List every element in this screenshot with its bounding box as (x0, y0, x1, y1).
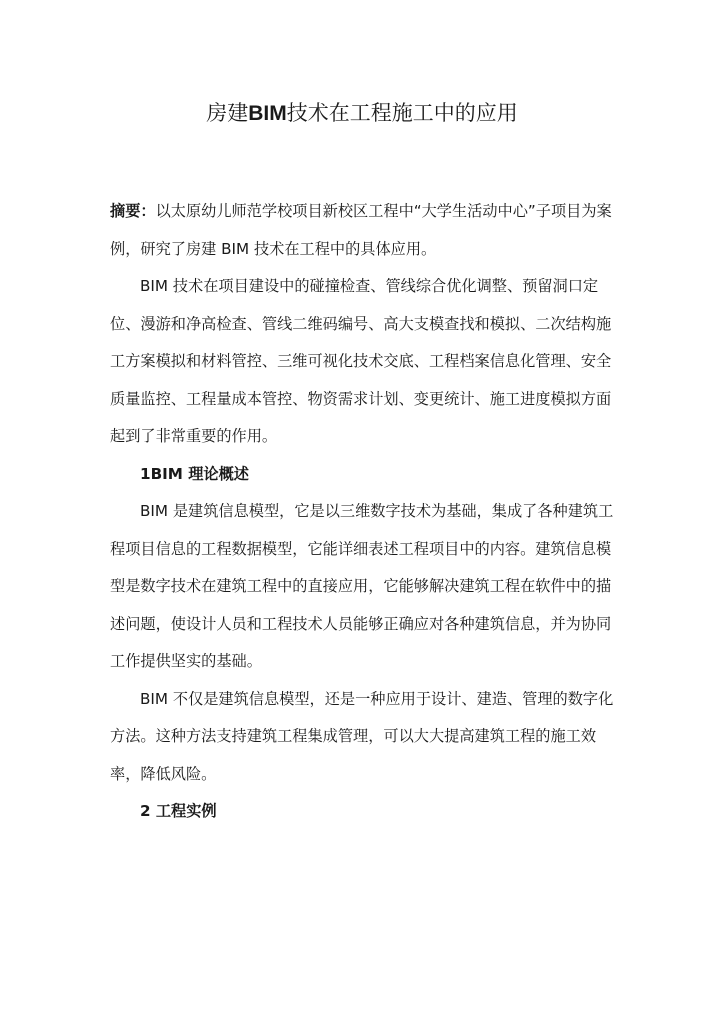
paragraph-bim-definition: BIM 是建筑信息模型，它是以三维数字技术为基础，集成了各种建筑工程项目信息的工程数据模型，它能详细表述工程项目中的内容。建筑信息模型是数字技术在建筑工程中的直接应用，它能够解决建筑工程在软件中的描述问题，使设计人员和工程技术人员能够正确应对各种建筑信息，并为协同工作提供坚实的基础。 (110, 502, 614, 670)
abstract-paragraph (110, 193, 616, 268)
document-title (0, 98, 724, 129)
section-heading-2: 2 工程实例 (140, 802, 217, 820)
document-body (110, 193, 616, 831)
abstract-text: 以太原幼儿师范学校项目新校区工程中“大学生活动中心”子项目为案例，研究了房建 BIM 技术在工程中的具体应用。 (110, 202, 612, 258)
paragraph-bim-method: BIM 不仅是建筑信息模型，还是一种应用于设计、建造、管理的数字化方法。这种方法支持建筑工程集成管理，可以大大提高建筑工程的施工效率，降低风险。 (110, 689, 614, 783)
title-prefix: 房建 (206, 101, 249, 125)
section-heading-1: 1BIM 理论概述 (140, 464, 249, 483)
title-suffix: 技术在工程施工中的应用 (286, 101, 518, 125)
title-bim: BIM (248, 102, 287, 125)
abstract-label: 摘要： (110, 202, 156, 220)
paragraph-bim-applications: BIM 技术在项目建设中的碰撞检查、管线综合优化调整、预留洞口定位、漫游和净高检查、管线二维码编号、高大支模查找和模拟、二次结构施工方案模拟和材料管控、三维可视化技术交底、工程档案信息化管理、安全质量监控、工程量成本管控、物资需求计划、变更统计、施工进度模拟方面起到了非常重要的作用。 (110, 277, 612, 445)
